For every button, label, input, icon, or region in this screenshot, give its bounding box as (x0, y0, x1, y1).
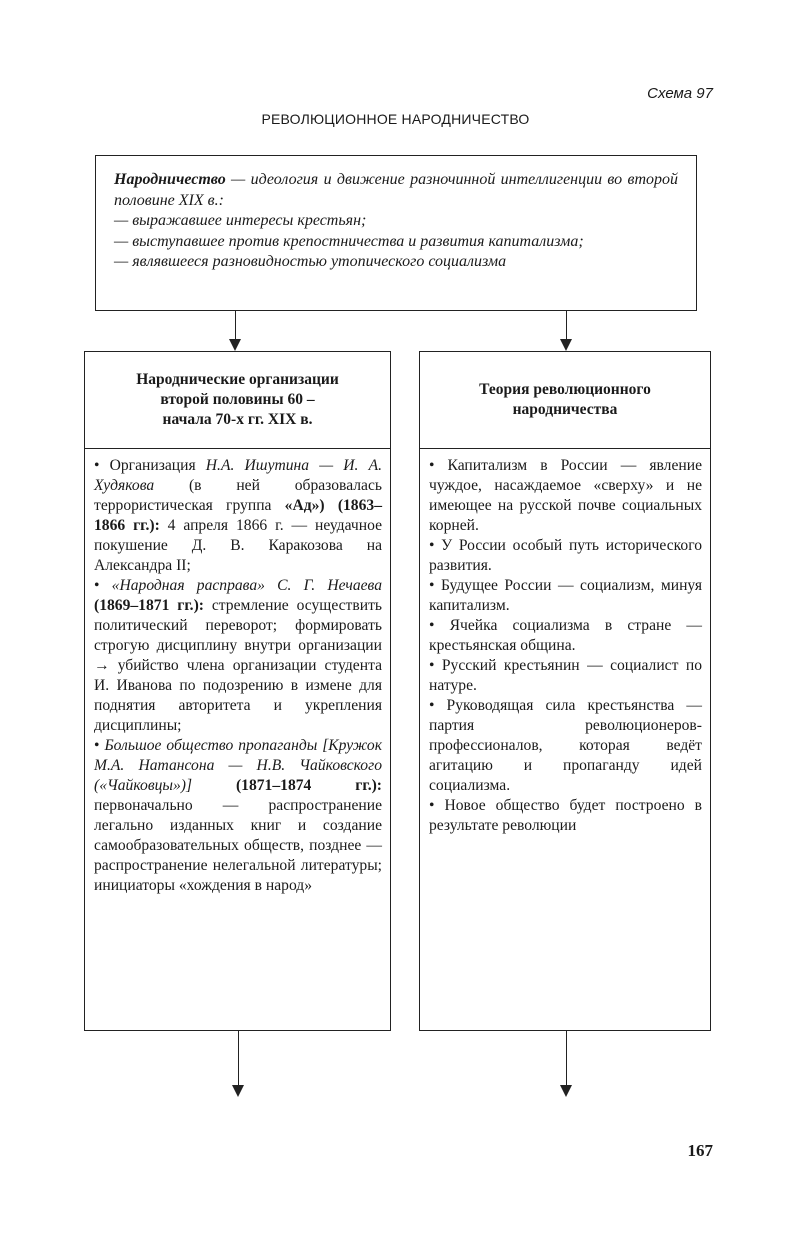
right-item-1: • Капитализм в России — явление чуждое, насаждаемое «сверху» и не имеющее на русской почве социальных корней. (429, 457, 702, 534)
right-column-heading (420, 352, 710, 449)
right-item-5: • Русский крестьянин — социалист по натуре. (429, 657, 702, 694)
right-item-4: • Ячейка социализма в стране — крестьянская община. (429, 617, 702, 654)
schema-number: Схема 97 (647, 85, 713, 102)
left-heading-line-1: Народнические организации (136, 371, 339, 388)
left-column-body (85, 448, 390, 1030)
arrow-down-right-icon (560, 311, 572, 351)
page-number: 167 (687, 1141, 713, 1160)
definition-main (114, 170, 678, 211)
right-heading-line-2: народничества (512, 401, 618, 418)
left-item-ishutin: • Организация Н.А. Ишутина — И. А. Худякова (в ней образовалась террористическая группа «Ад») (1863–1866 гг.): 4 апреля 1866 г. — неудачное покушение Д. В. Каракозова на Александра II; (94, 457, 382, 574)
left-column-box (84, 351, 391, 1031)
right-item-2: • У России особый путь исторического развития. (429, 537, 702, 574)
definition-text: — идеология и движение разночинной интеллигенции во второй половине XIX в.: (114, 171, 678, 209)
right-heading-line-1: Теория революционного (479, 381, 651, 398)
left-item-chaikovtsy: • Большое общество пропаганды [Кружок М.А. Натансона — Н.В. Чайковского («Чайковцы»)] (1871–1874 гг.): первоначально — распространение легально изданных книг и создание самообразовательных обществ, позднее — распространение нелегальной литературы; инициаторы «хождения в народ» (94, 737, 382, 894)
arrow-down-bottom-left-icon (232, 1031, 244, 1097)
right-column-box (419, 351, 711, 1031)
arrow-down-left-icon (229, 311, 241, 351)
right-column-body (420, 448, 710, 1030)
left-column-heading (85, 352, 390, 449)
left-heading-line-2: второй половины 60 – (160, 391, 315, 408)
definition-point-3: — являвшееся разновидностью утопического социализма (114, 253, 507, 270)
right-item-7: • Новое общество будет построено в результате революции (429, 797, 702, 834)
definition-term: Народничество (114, 171, 226, 188)
right-item-3: • Будущее России — социализм, минуя капитализм. (429, 577, 702, 614)
definition-point-1: — выражавшее интересы крестьян; (114, 212, 367, 229)
left-item-nechaev: • «Народная расправа» С. Г. Нечаева (1869–1871 гг.): стремление осуществить политический переворот; формировать строгую дисциплину внутри организации → убийство члена организации студента И. Иванова по подозрению в измене для поднятия авторитета и укрепления дисциплины; (94, 577, 382, 734)
definition-box (95, 155, 697, 311)
page-title: РЕВОЛЮЦИОННОЕ НАРОДНИЧЕСТВО (261, 111, 530, 127)
arrow-down-bottom-right-icon (560, 1031, 572, 1097)
right-item-6: • Руководящая сила крестьянства — партия революционеров-профессионалов, которая ведёт агитацию и пропаганду идей социализма. (429, 697, 702, 794)
left-heading-line-3: начала 70-х гг. XIX в. (162, 411, 313, 428)
definition-point-2: — выступавшее против крепостничества и развития капитализма; (114, 232, 584, 250)
